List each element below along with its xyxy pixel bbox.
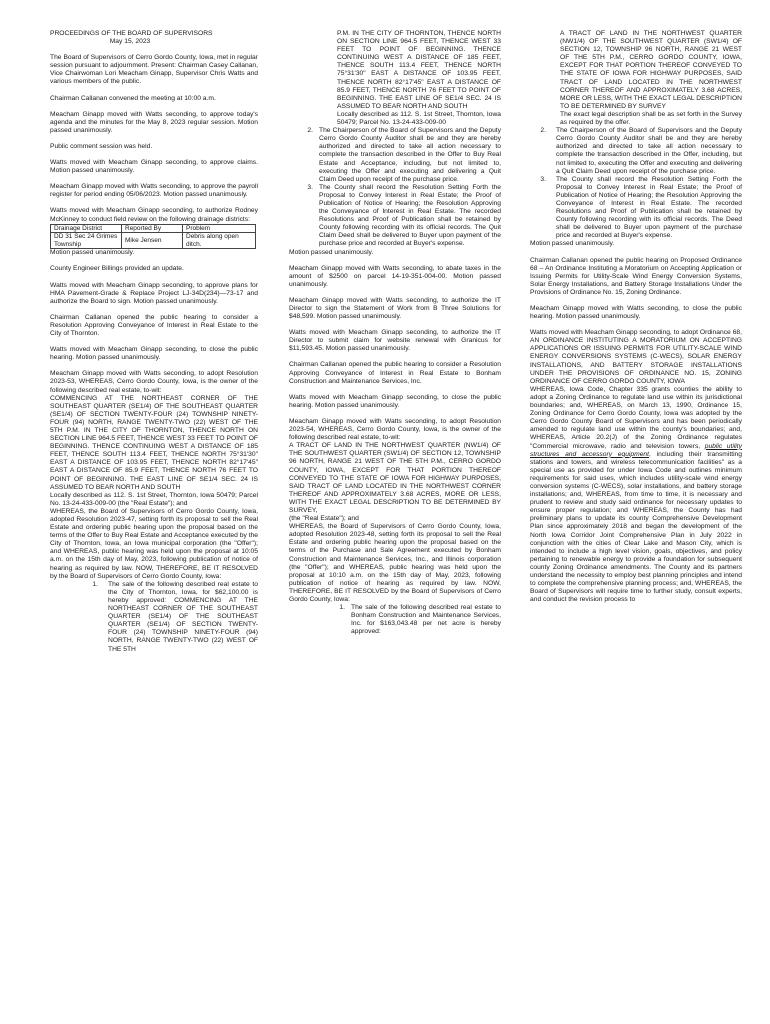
column-1 — [50, 30, 258, 654]
ordinance-68-whereas-part1: WHEREAS, Iowa Code, Chapter 335 grants counties the ability to adopt a Zoning Ordinance to regulate land use within its jurisdictional boundaries; and, WHEREAS, on March 13, 1990, Ordinance 15, Zoning Ordinance for Cerro Gordo County, Iowa was adopted by the Cerro Gordo County Board of Supervisors and has been periodically amended to regulate land use within the county's boundaries; and, WHEREAS, Article 20.2(J) of the Zoning Ordinance regulates "Commercial microwave, radio and television towers, — [530, 385, 742, 450]
table-header: Problem — [183, 224, 256, 233]
drainage-table — [50, 224, 256, 250]
ordinance-68-whereas — [530, 386, 742, 605]
it-work-motion: Meacham Ginapp moved with Watts seconding, to authorize the IT Director to sign the Statement of Work from B Three Solutions for $48,599. Motion passed unanimously. — [289, 296, 501, 321]
list-item — [289, 184, 501, 249]
motion-result: Motion passed unanimously. — [289, 248, 374, 256]
column-3 — [530, 30, 742, 604]
hearing-open-ordinance-68: Chairman Callanan opened the public hearing on Proposed Ordinance 68 – An Ordinance Instituting a Moratorium on Accepting Application or Issuing Permits for Utility-Scale Wind Energy Conversion Systems, Solar Energy Installations, and Battery Storage Installations Under the Provisions of Ordinance No. 15, Zoning Ordinance. — [530, 256, 742, 296]
document-title — [50, 30, 258, 46]
title-date: May 15, 2023 — [109, 38, 151, 46]
list-text: The Chairperson of the Board of Supervisors and the Deputy Cerro Gordo County Auditor shall be and they are hereby authorized and directed to take all action necessary to complete the transaction described in the Offer, including, but not limited to, executing the Offer and executing and delivering a Quit Claim Deed upon receipt of the purchase price. — [556, 127, 742, 175]
table-header-row — [51, 224, 256, 233]
resolution-54-real-estate: (the "Real Estate"); and — [289, 515, 359, 523]
list-number: 3. — [540, 175, 546, 183]
column-2 — [289, 30, 501, 636]
drainage-motion: Watts moved with Meacham Ginapp seconding, to authorize Rodney McKinney to conduct field review on the following drainage districts: — [50, 207, 258, 223]
agenda-motion: Meacham Ginapp moved with Watts seconding, to approve today's agenda and the minutes for the May 8, 2023 regular session. Motion passed unanimously. — [50, 110, 258, 134]
ordinance-68-whereas-part2: , including their transmitting stations and towers, and wireless telecommunication facilities" as a special use as provided for under Iowa Code and outlines minimum requirements for said uses, which includes utility-scale wind energy conversion systems (C-WECS), solar installations, and battery storage installations; and, WHEREAS, from time to time, it is necessary and prudent to review and study said ordinance for necessary updates to ensure proper regulation; and WHEREAS, the County has had preliminary plans to update its county Comprehensive Development Plan since approximately 2018 and began the development of the North Iowa Corridor Joint Comprehensive Plan in July 2022 in conjunction with the cities of Clear Lake and Mason City, which is intended to include a high level vision, goals, objectives, and policy pertaining to renewable energy to provide a foundation for subsequent county Zoning Ordinance amendments. The County and its partners understand the necessity to employ best planning principles and intend to complete the comprehensive planning process; and, WHEREAS, the Board of Supervisors will require time to further study, consult experts, and conduct the revision process to — [530, 450, 742, 604]
continued-legal-text: P.M. IN THE CITY OF THORNTON, THENCE NORTH ON SECTION LINE 964.5 FEET, THENCE WEST 33 FEET TO POINT OF BEGINNING. THENCE CONTINUING WEST A DISTANCE OF 185 FEET, THENCE SOUTH 113.4 FEET, THENCE NORTH 75°31'30" EAST A DISTANCE OF 103.95 FEET, THENCE NORTH 82°17'45" EAST A DISTANCE OF 85.9 FEET, THENCE NORTH 76 FEET TO POINT OF BEGINNING. THE EAST LINE OF SE1/4 SEC. 24 IS ASSUMED TO BEAR NORTH AND SOUTH — [337, 30, 501, 110]
public-comment: Public comment session was held. — [50, 142, 153, 150]
ordinance-68-underlined-phrase: public utility structures and accessory equipment — [530, 442, 742, 458]
list-item — [289, 127, 501, 184]
resolution-54-whereas: WHEREAS, the Board of Supervisors of Cerro Gordo County, Iowa, adopted Resolution 2023-48, setting forth its proposal to sell the Real Estate and ordering public hearing upon the proposal based on the terms of the Purchase and Sale Agreement executed by Bonham Construction and Maintenance Services, Inc., and Illinois corporation (the "Offer"); and WHEREAS, public hearing was held upon the proposal at 10:10 a.m. on the 15th day of May, 2023, following publication of notice of hearing as required by law. NOW, THEREFORE, BE IT RESOLVED by the Board of Supervisors of Cerro Gordo County, Iowa: — [289, 523, 501, 603]
list-number: 1. — [92, 580, 98, 588]
continued-legal — [289, 30, 501, 127]
engineer-update: County Engineer Billings provided an update. — [50, 265, 184, 273]
list-number: 2. — [540, 127, 546, 135]
list-item — [50, 581, 258, 654]
list-text: The sale of the following described real estate to the City of Thornton, Iowa, for $62,100.00 is hereby approved: COMMENCING AT THE NORTHEAST CORNER OF THE SOUTHEAST QUARTER (SE1/4) OF THE SOUTHEAST QUARTER (SE1/4) OF SECTION TWENTY-FOUR (24) TOWNSHIP NINETY-FOUR (94) NORTH, RANGE TWENTY-TWO (22) WEST OF THE 5TH — [108, 580, 258, 653]
hearing-open-bonham: Chairman Callanan opened the public hearing to consider a Resolution Approving Conveyance of Interest in Real Estate to Bonham Construction and Maintenance Services, Inc. — [289, 361, 501, 385]
hearing-open-thornton: Chairman Callanan opened the public hearing to consider a Resolution Approving Conveyance of Interest in Real Estate to the City of Thornton. — [50, 313, 258, 338]
table-cell-district: DD 31 Sec 24 Grimes Township — [51, 233, 122, 249]
list-number: 1. — [339, 604, 345, 612]
resolution-53-whereas: WHEREAS, the Board of Supervisors of Cerro Gordo County, Iowa, adopted Resolution 2023-47, setting forth its proposal to sell the Real Estate and ordering public hearing upon the proposal based on the terms of the Offer to Buy Real Estate and Acceptance executed by the City of Thornton, Iowa, an Iowa municipal corporation (the "Offer"); and WHEREAS, public hearing was held upon the proposal at 10:05 a.m. on the 15th day of May, 2023, following publication of notice of hearing as required by law. NOW, THEREFORE, BE IT RESOLVED by the Board of Supervisors of Cerro Gordo County, Iowa: — [50, 507, 258, 580]
continued-locally: Locally described as 112. S. 1st Street, Thornton, Iowa 50479; Parcel No. 13-24-433-009-00 — [337, 110, 501, 127]
list-text: The County shall record the Resolution Setting Forth the Proposal to Convey Interest in Real Estate; the Proof of Publication of Notice of Hearing; the Resolution Approving the Conveyance of Interest in Real Estate. The recorded Resolutions and Proof of Publication shall be retained by County following recording with its official records. The Quit Claim Deed shall be delivered to Buyer upon payment of the purchase price and recorded at Buyer's expense. — [319, 183, 501, 248]
list-number: 2. — [307, 127, 313, 135]
title-line-1: PROCEEDINGS OF THE BOARD OF SUPERVISORS — [50, 30, 213, 37]
continued-exact-legal: The exact legal description shall be as set forth in the Survey as required by the offer. — [560, 110, 742, 127]
resolution-54-legal: A TRACT OF LAND IN THE NORTHWEST QUARTER (NW1/4) OF THE SOUTHWEST QUARTER (SW1/4) OF SECTION 12, TOWNSHIP 96 NORTH, RANGE 21 WEST OF THE 5TH P.M., CERRO GORDO COUNTY, IOWA, EXCEPT FOR THAT PORTION THEREOF CONVEYED TO THE STATE OF IOWA FOR HIGHWAY PURPOSES, SAID TRACT OF LAND LOCATED IN THE NORTHWEST CORNER THEREOF AND APPROXIMATELY 3.68 ACRES, MORE OR LESS, WITH THE EXACT LEGAL DESCRIPTION TO BE DETERMINED BY SURVEY, — [289, 442, 501, 514]
list-text: The Chairperson of the Board of Supervisors and the Deputy Cerro Gordo County Auditor shall be and they are hereby authorized and directed to take all action necessary to complete the transaction described in the Offer to Buy Real Estate and Acceptance, including, but not limited to, executing the Offer and executing and delivering a Quit Claim Deed upon receipt of the purchase price. — [319, 127, 501, 183]
hearing-close-ordinance-68: Meacham Ginapp moved with Watts seconding, to close the public hearing. Motion passed unanimously. — [530, 305, 742, 321]
claims-motion: Watts moved with Meacham Ginapp seconding, to approve claims. Motion passed unanimously. — [50, 159, 258, 175]
table-row — [51, 233, 256, 249]
list-item — [530, 127, 742, 176]
ordinance-68-motion: Watts moved with Meacham Ginapp seconding, to adopt Ordinance 68, AN ORDINANCE INSTITUTING A MORATORIUM ON ACCEPTING APPLICATIONS OR ISSUING PERMITS FOR UTILITY-SCALE WIND ENERGY CONVERSIONS SYSTEMS (C-WECS), SOLAR ENERGY INSTALLATIONS, AND BATTERY STORAGE INSTALLATIONS UNDER THE PROVISIONS OF ORDINANCE NO. 15, ZONING ORDINANCE OF CERRO GORDO COUNTY, IOWA — [530, 329, 742, 385]
abate-taxes-motion: Meacham Ginapp moved with Watts seconding, to abate taxes in the amount of $2500 on parcel 14-19-351-004-00. Motion passed unanimously. — [289, 264, 501, 288]
table-header: Reported By — [122, 224, 183, 233]
drainage-motion-result: Motion passed unanimously. — [50, 249, 135, 257]
list-item — [289, 604, 501, 636]
table-cell-reported-by: Mike Jensen — [122, 233, 183, 249]
list-item — [530, 176, 742, 241]
motion-result: Motion passed unanimously. — [530, 240, 615, 248]
continued-legal — [530, 30, 742, 127]
convened-paragraph: Chairman Callanan convened the meeting at 10:00 a.m. — [50, 94, 216, 102]
resolution-53-locally: Locally described as 112. S. 1st Street, Thornton, Iowa 50479; Parcel No. 13-24-433-009-00 (the "Real Estate"); and — [50, 491, 258, 507]
resolution-53-legal: COMMENCING AT THE NORTHEAST CORNER OF THE SOUTHEAST QUARTER (SE1/4) OF THE SOUTHEAST QUARTER (SE1/4) OF SECTION TWENTY-FOUR (24) TOWNSHIP NINETY-FOUR (94) NORTH, RANGE TWENTY-TWO (22) WEST OF THE 5TH P.M. IN THE CITY OF THORNTON, THENCE NORTH ON SECTION LINE 964.5 FEET, THENCE WEST 33 FEET TO POINT OF BEGINNING. THENCE CONTINUING WEST A DISTANCE OF 185 FEET, THENCE SOUTH 113.4 FEET, THENCE NORTH 75°31'30" EAST A DISTANCE OF 103.95 FEET, THENCE NORTH 82°17'45" EAST A DISTANCE OF 85.9 FEET, THENCE NORTH 76 FEET TO POINT OF BEGINNING. THE EAST LINE OF SE1/4 SEC. 24 IS ASSUMED TO BEAR NORTH AND SOUTH — [50, 394, 258, 491]
intro-paragraph: The Board of Supervisors of Cerro Gordo County, Iowa, met in regular session pursuant to adjournment. Present: Chairman Casey Callanan, Vice Chairwoman Lori Meacham Ginapp, Supervisor Chris Watts and various members of the public. — [50, 54, 258, 86]
payroll-motion: Meacham Ginapp moved with Watts seconding, to approve the payroll register for period ending 05/06/2023. Motion passed unanimously. — [50, 183, 258, 199]
resolution-53-intro: Meacham Ginapp moved with Watts seconding, to adopt Resolution 2023-53, WHEREAS, Cerro Gordo County, Iowa, is the owner of the following described real estate, to-wit: — [50, 370, 258, 394]
hearing-close-bonham: Watts moved with Meacham Ginapp seconding, to close the public hearing. Motion passed unanimously. — [289, 393, 501, 409]
list-text: The County shall record the Resolution Setting Forth the Proposal to Convey Interest in Real Estate; the Proof of Publication of Notice of Hearing; the Resolution Approving the Conveyance of Interest in Real Estate. The recorded Resolutions and Proof of Publication shall be retained by County following recording with its official records. The Deed shall be delivered to Buyer upon payment of the purchase price and recorded at Buyer's expense. — [556, 175, 742, 240]
hma-motion: Watts moved with Meacham Ginapp seconding, to approve plans for HMA Pavement-Grade & Replace Project LJ-34D(234)—73-17 and authorize the Board to sign. Motion passed unanimously. — [50, 281, 258, 305]
hearing-close-thornton: Watts moved with Meacham Ginapp seconding, to close the public hearing. Motion passed unanimously. — [50, 346, 258, 362]
list-text: The sale of the following described real estate to Bonham Construction and Maintenance Services, Inc. for $163,043.48 per net acre is hereby approved: — [351, 604, 501, 636]
list-number: 3. — [307, 183, 313, 191]
continued-legal-text: A TRACT OF LAND IN THE NORTHWEST QUARTER (NW1/4) OF THE SOUTHWEST QUARTER (SW1/4) OF SECTION 12, TOWNSHIP 96 NORTH, RANGE 21 WEST OF THE 5TH P.M., CERRO GORDO COUNTY, IOWA, EXCEPT FOR THAT PORTION THEREOF CONVEYED TO THE STATE OF IOWA FOR HIGHWAY PURPOSES, SAID TRACT OF LAND LOCATED IN THE NORTHWEST CORNER THEREOF AND APPROXIMATELY 3.68 ACRES, MORE OR LESS, WITH THE EXACT LEGAL DESCRIPTION TO BE DETERMINED BY SURVEY — [560, 30, 742, 110]
table-header: Drainage District — [51, 224, 122, 233]
table-cell-problem: Debris along open ditch. — [183, 233, 256, 249]
granicus-motion: Watts moved with Meacham Ginapp seconding, to authorize the IT Director to submit claim for website renewal with Granicus for $11,593.45. Motion passed unanimously. — [289, 329, 501, 353]
resolution-54-intro: Meacham Ginapp moved with Watts seconding, to adopt Resolution 2023-54, WHEREAS, Cerro Gordo County, Iowa, is the owner of the following described real estate, to-wit: — [289, 417, 501, 442]
